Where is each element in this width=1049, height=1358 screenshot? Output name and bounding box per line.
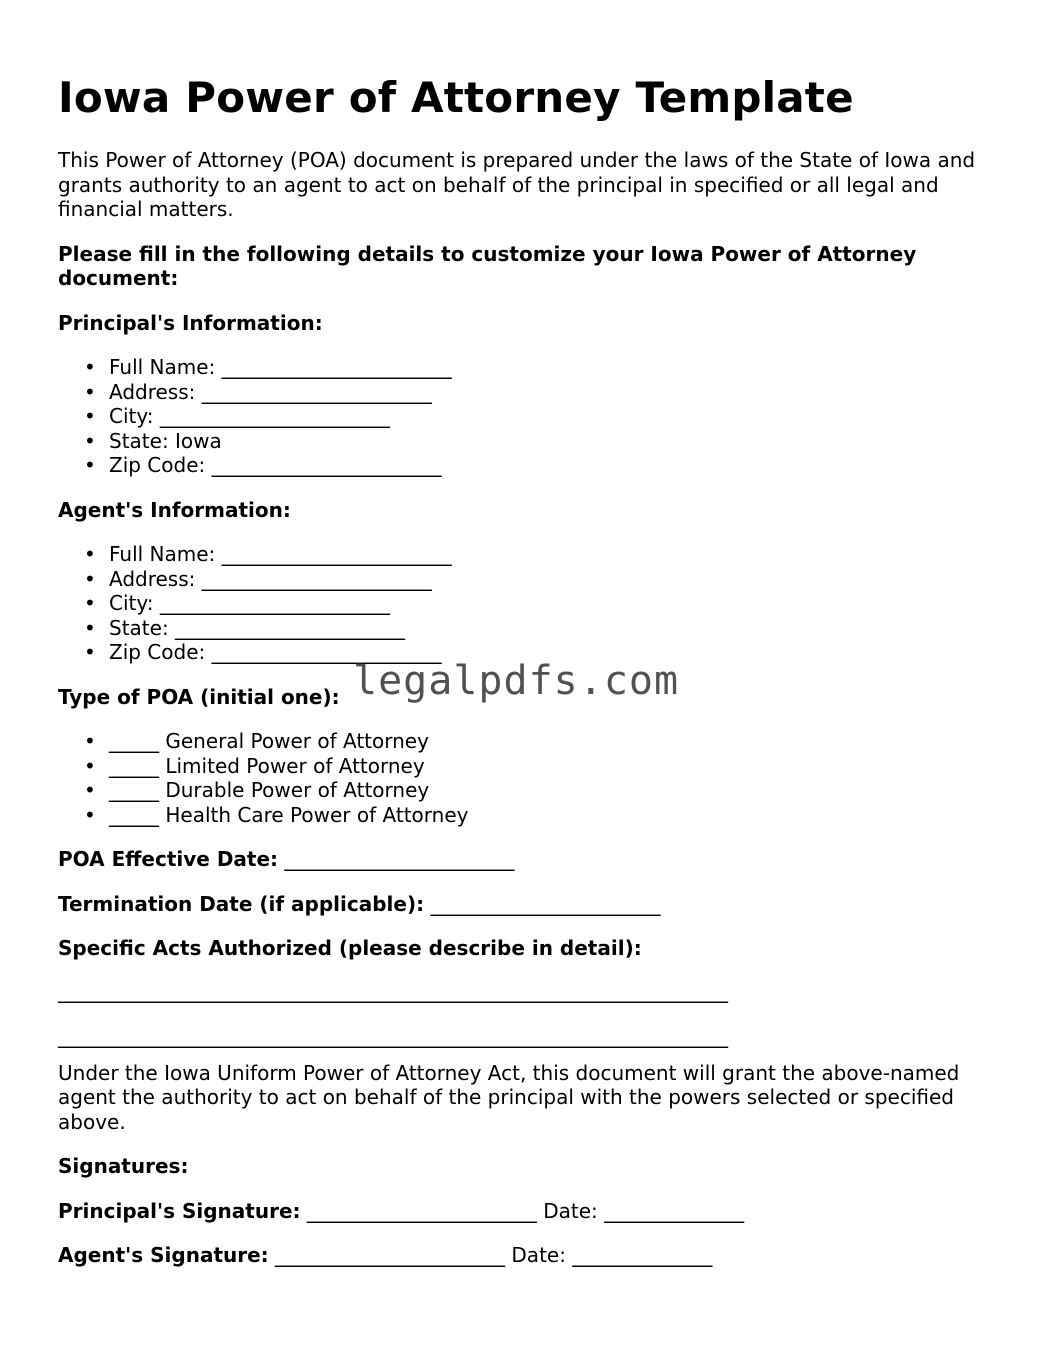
principal-signature-row bbox=[58, 1199, 993, 1224]
bullet-icon: • bbox=[84, 542, 96, 566]
list-item: • State: Iowa bbox=[84, 428, 222, 453]
page-title: Iowa Power of Attorney Template bbox=[58, 73, 854, 122]
principal-date-label: Date: bbox=[543, 1198, 598, 1223]
bullet-icon: • bbox=[84, 355, 96, 379]
list-item: • _____ Durable Power of Attorney bbox=[84, 778, 430, 802]
bullet-icon: • bbox=[84, 753, 96, 778]
list-item: • Address: _______________________ bbox=[84, 566, 432, 591]
bullet-icon: • bbox=[84, 404, 96, 428]
list-item: • State: _______________________ bbox=[84, 615, 406, 640]
list-item: • Address: _______________________ bbox=[84, 379, 432, 404]
bullet-icon: • bbox=[84, 729, 96, 753]
agent-signature-blank: _______________________ bbox=[275, 1243, 506, 1267]
bullet-icon: • bbox=[84, 428, 96, 453]
list-item: • Full Name: _______________________ bbox=[84, 355, 452, 379]
termination-date-label: Termination Date (if applicable): bbox=[58, 891, 425, 916]
list-item: • _____ Limited Power of Attorney bbox=[84, 753, 425, 778]
closing-paragraph: Under the Iowa Uniform Power of Attorney Act, this document will grant the above-named agent the authority to act on behalf of the principal with the powers selected or specified above. bbox=[58, 1060, 960, 1134]
termination-date-blank: _______________________ bbox=[430, 891, 661, 916]
list-item: • Full Name: _______________________ bbox=[84, 542, 452, 566]
principal-signature-label: Principal's Signature: bbox=[58, 1198, 301, 1223]
principal-heading: Principal's Information: bbox=[58, 310, 323, 335]
poa-type-list bbox=[58, 729, 993, 827]
bullet-icon: • bbox=[84, 615, 96, 640]
list-item: • City: _______________________ bbox=[84, 404, 390, 428]
list-item: • Zip Code: _______________________ bbox=[84, 453, 442, 477]
instruction-text: Please fill in the following details to customize your Iowa Power of Attorney document: bbox=[58, 241, 917, 290]
signatures-heading: Signatures: bbox=[58, 1154, 189, 1178]
termination-date-row bbox=[58, 892, 993, 917]
agent-date-label: Date: bbox=[511, 1243, 566, 1267]
bullet-icon: • bbox=[84, 778, 96, 802]
watermark-text: legalpdfs.com bbox=[353, 658, 680, 704]
list-item: • City: _______________________ bbox=[84, 591, 390, 615]
agent-list bbox=[58, 542, 993, 665]
agent-date-blank: ______________ bbox=[572, 1243, 713, 1267]
intro-paragraph: This Power of Attorney (POA) document is prepared under the laws of the State of Iowa and grants authority to an agent to act on behalf of the principal in specified or all legal and financial matters. bbox=[58, 148, 976, 221]
agent-signature-row bbox=[58, 1243, 993, 1268]
principal-signature-blank: _______________________ bbox=[306, 1198, 537, 1223]
effective-date-row bbox=[58, 847, 993, 872]
list-item: • _____ Health Care Power of Attorney bbox=[84, 802, 469, 827]
bullet-icon: • bbox=[84, 566, 96, 591]
agent-heading: Agent's Information: bbox=[58, 497, 291, 522]
effective-date-blank: _______________________ bbox=[284, 847, 515, 871]
specific-acts-line-2: ___________________________________________________________________ bbox=[58, 1023, 728, 1048]
bullet-icon: • bbox=[84, 591, 96, 615]
bullet-icon: • bbox=[84, 640, 96, 664]
bullet-icon: • bbox=[84, 379, 96, 404]
bullet-icon: • bbox=[84, 453, 96, 477]
agent-signature-label: Agent's Signature: bbox=[58, 1243, 269, 1267]
specific-acts-line-1: ___________________________________________________________________ bbox=[58, 978, 728, 1003]
principal-list bbox=[58, 355, 993, 478]
principal-date-blank: ______________ bbox=[604, 1198, 745, 1223]
effective-date-label: POA Effective Date: bbox=[58, 847, 279, 871]
poa-type-heading: Type of POA (initial one): bbox=[58, 684, 340, 709]
list-item: • _____ General Power of Attorney bbox=[84, 729, 429, 753]
bullet-icon: • bbox=[84, 802, 96, 827]
specific-acts-heading: Specific Acts Authorized (please describe in detail): bbox=[58, 936, 642, 960]
list-item: • Zip Code: _______________________ bbox=[84, 640, 442, 664]
